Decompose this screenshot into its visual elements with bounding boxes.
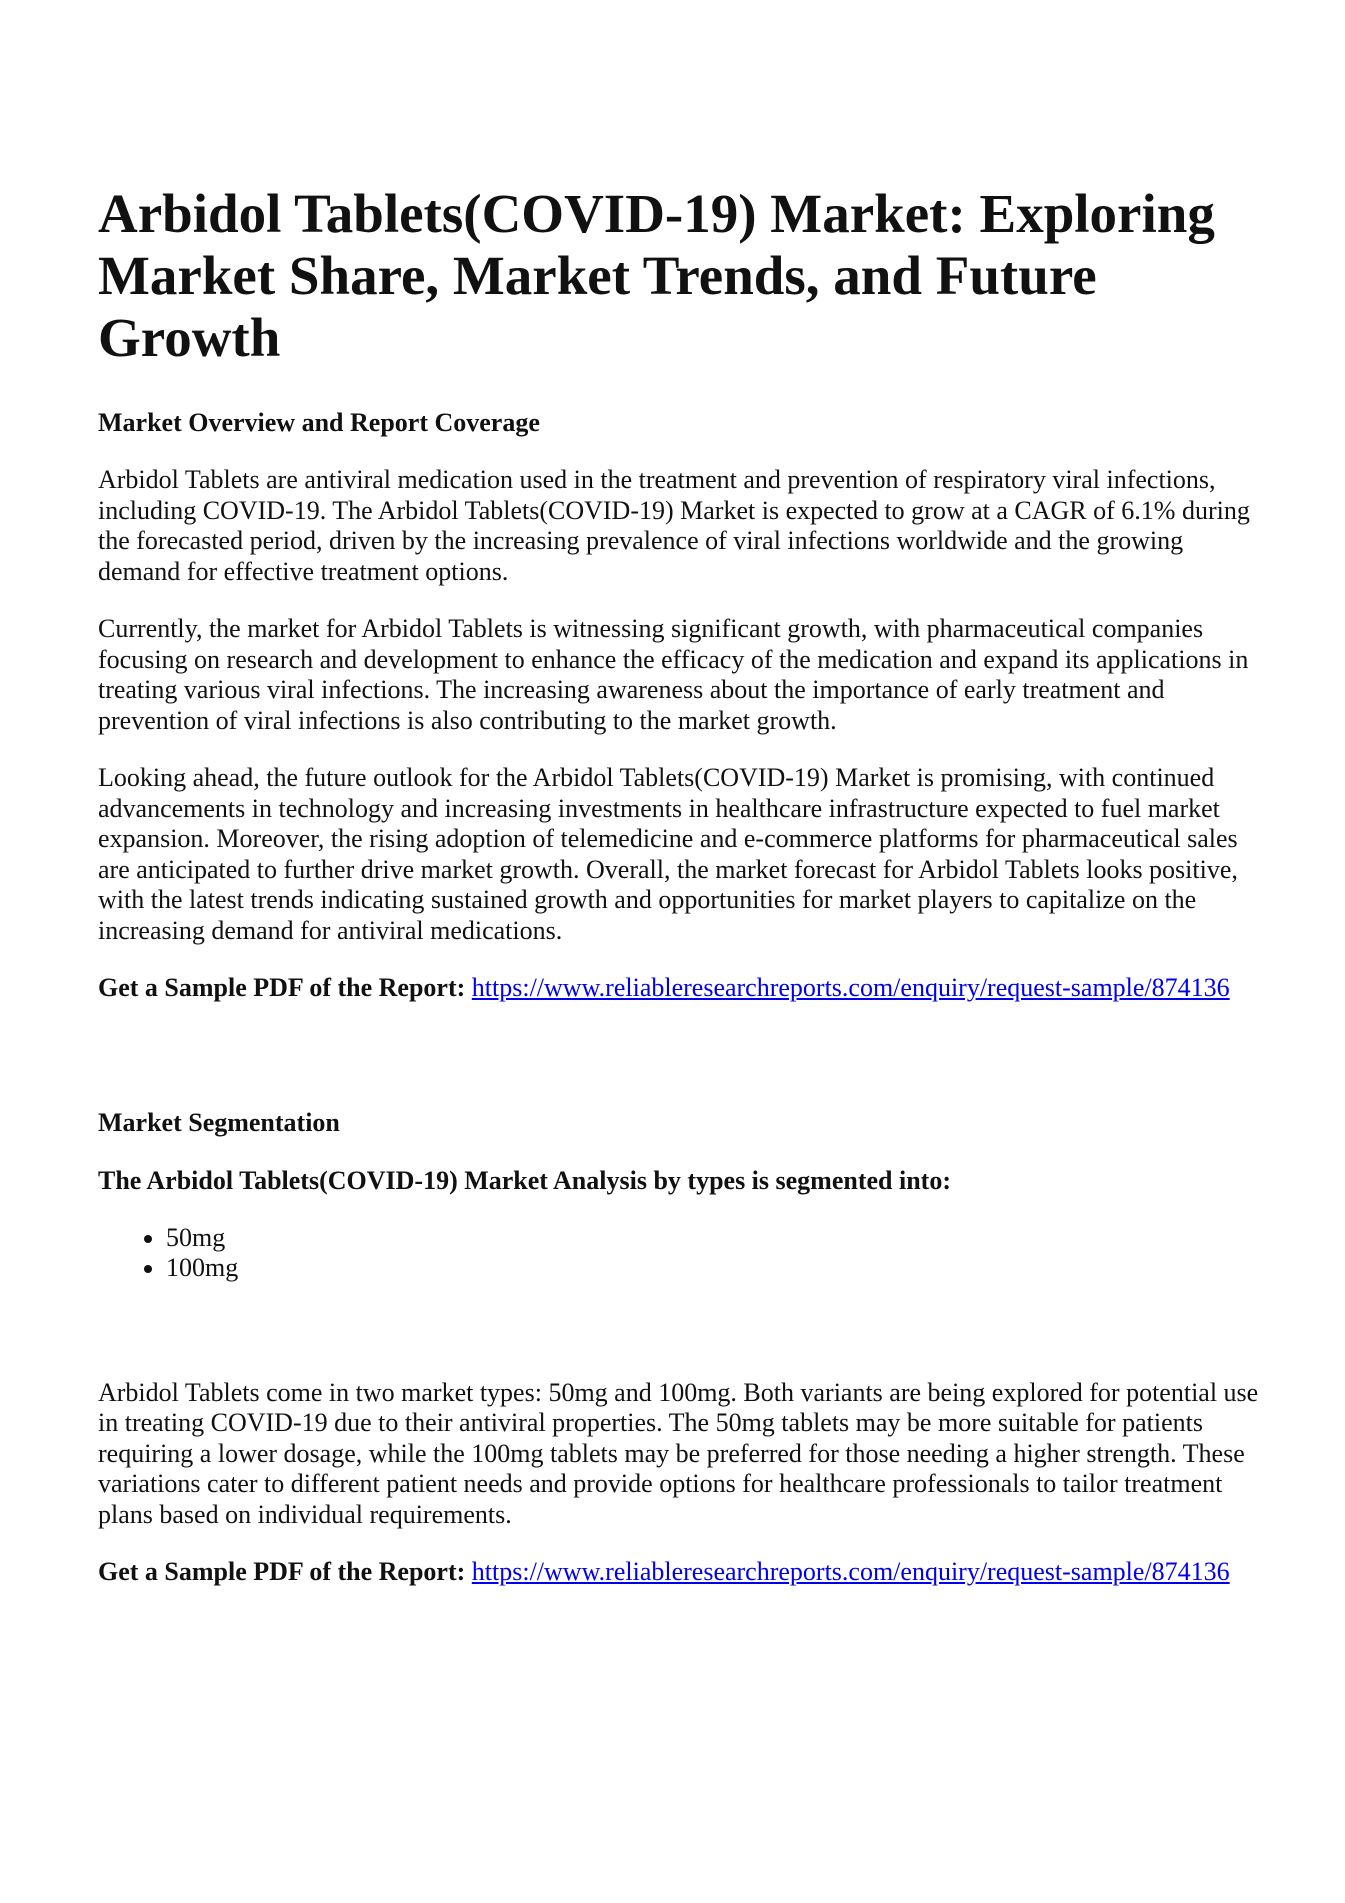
sample-pdf-link[interactable]: https://www.reliableresearchreports.com/enquiry/request-sample/874136 [471,973,1230,1002]
overview-heading: Market Overview and Report Coverage [98,408,540,437]
segmentation-subheading: The Arbidol Tablets(COVID-19) Market Analysis by types is segmented into: [98,1165,951,1195]
sample-pdf-link[interactable]: https://www.reliableresearchreports.com/enquiry/request-sample/874136 [471,1557,1230,1586]
list-item: • 100mg [166,1253,1268,1284]
overview-paragraph-1: Arbidol Tablets are antiviral medication used in the treatment and prevention of respiratory viral infections, including COVID-19. The Arbidol Tablets(COVID-19) Market is expected to grow at a CAGR of 6.1% during the forecasted period, driven by the increasing prevalence of viral infections worldwide and the growing demand for effective treatment options. [98,465,1250,586]
segmentation-heading: Market Segmentation [98,1107,340,1137]
types-list [98,1223,1268,1284]
overview-paragraph-3: Looking ahead, the future outlook for the Arbidol Tablets(COVID-19) Market is promising, with continued advancements in technology and increasing investments in healthcare infrastructure expected to fuel market expansion. Moreover, the rising adoption of telemedicine and e-commerce platforms for pharmaceutical sales are anticipated to further drive market growth. Overall, the market forecast for Arbidol Tablets looks positive, with the latest trends indicating sustained growth and opportunities for market players to capitalize on the increasing demand for antiviral medications. [98,763,1238,945]
overview-paragraph-2: Currently, the market for Arbidol Tablets is witnessing significant growth, with pharmaceutical companies focusing on research and development to enhance the efficacy of the medication and expand its applications in treating various viral infections. The increasing awareness about the importance of early treatment and prevention of viral infections is also contributing to the market growth. [98,614,1249,735]
sample-cta-label: Get a Sample PDF of the Report: [98,973,466,1002]
list-item: • 50mg [166,1223,1268,1254]
document-page [98,183,1268,1615]
section-spacer [98,1031,1268,1107]
overview-sample-cta [98,973,1268,1004]
sample-cta-label: Get a Sample PDF of the Report: [98,1557,466,1586]
page-title: Arbidol Tablets(COVID-19) Market: Exploring Market Share, Market Trends, and Future Growth [98,183,1215,368]
segmentation-sample-cta [98,1557,1268,1588]
segmentation-paragraph: Arbidol Tablets come in two market types: 50mg and 100mg. Both variants are being explored for potential use in treating COVID-19 due to their antiviral properties. The 50mg tablets may be more suitable for patients requiring a lower dosage, while the 100mg tablets may be preferred for those needing a higher strength. These variations cater to different patient needs and provide options for healthcare professionals to tailor treatment plans based on individual requirements. [98,1377,1259,1529]
section-spacer [98,1311,1268,1378]
